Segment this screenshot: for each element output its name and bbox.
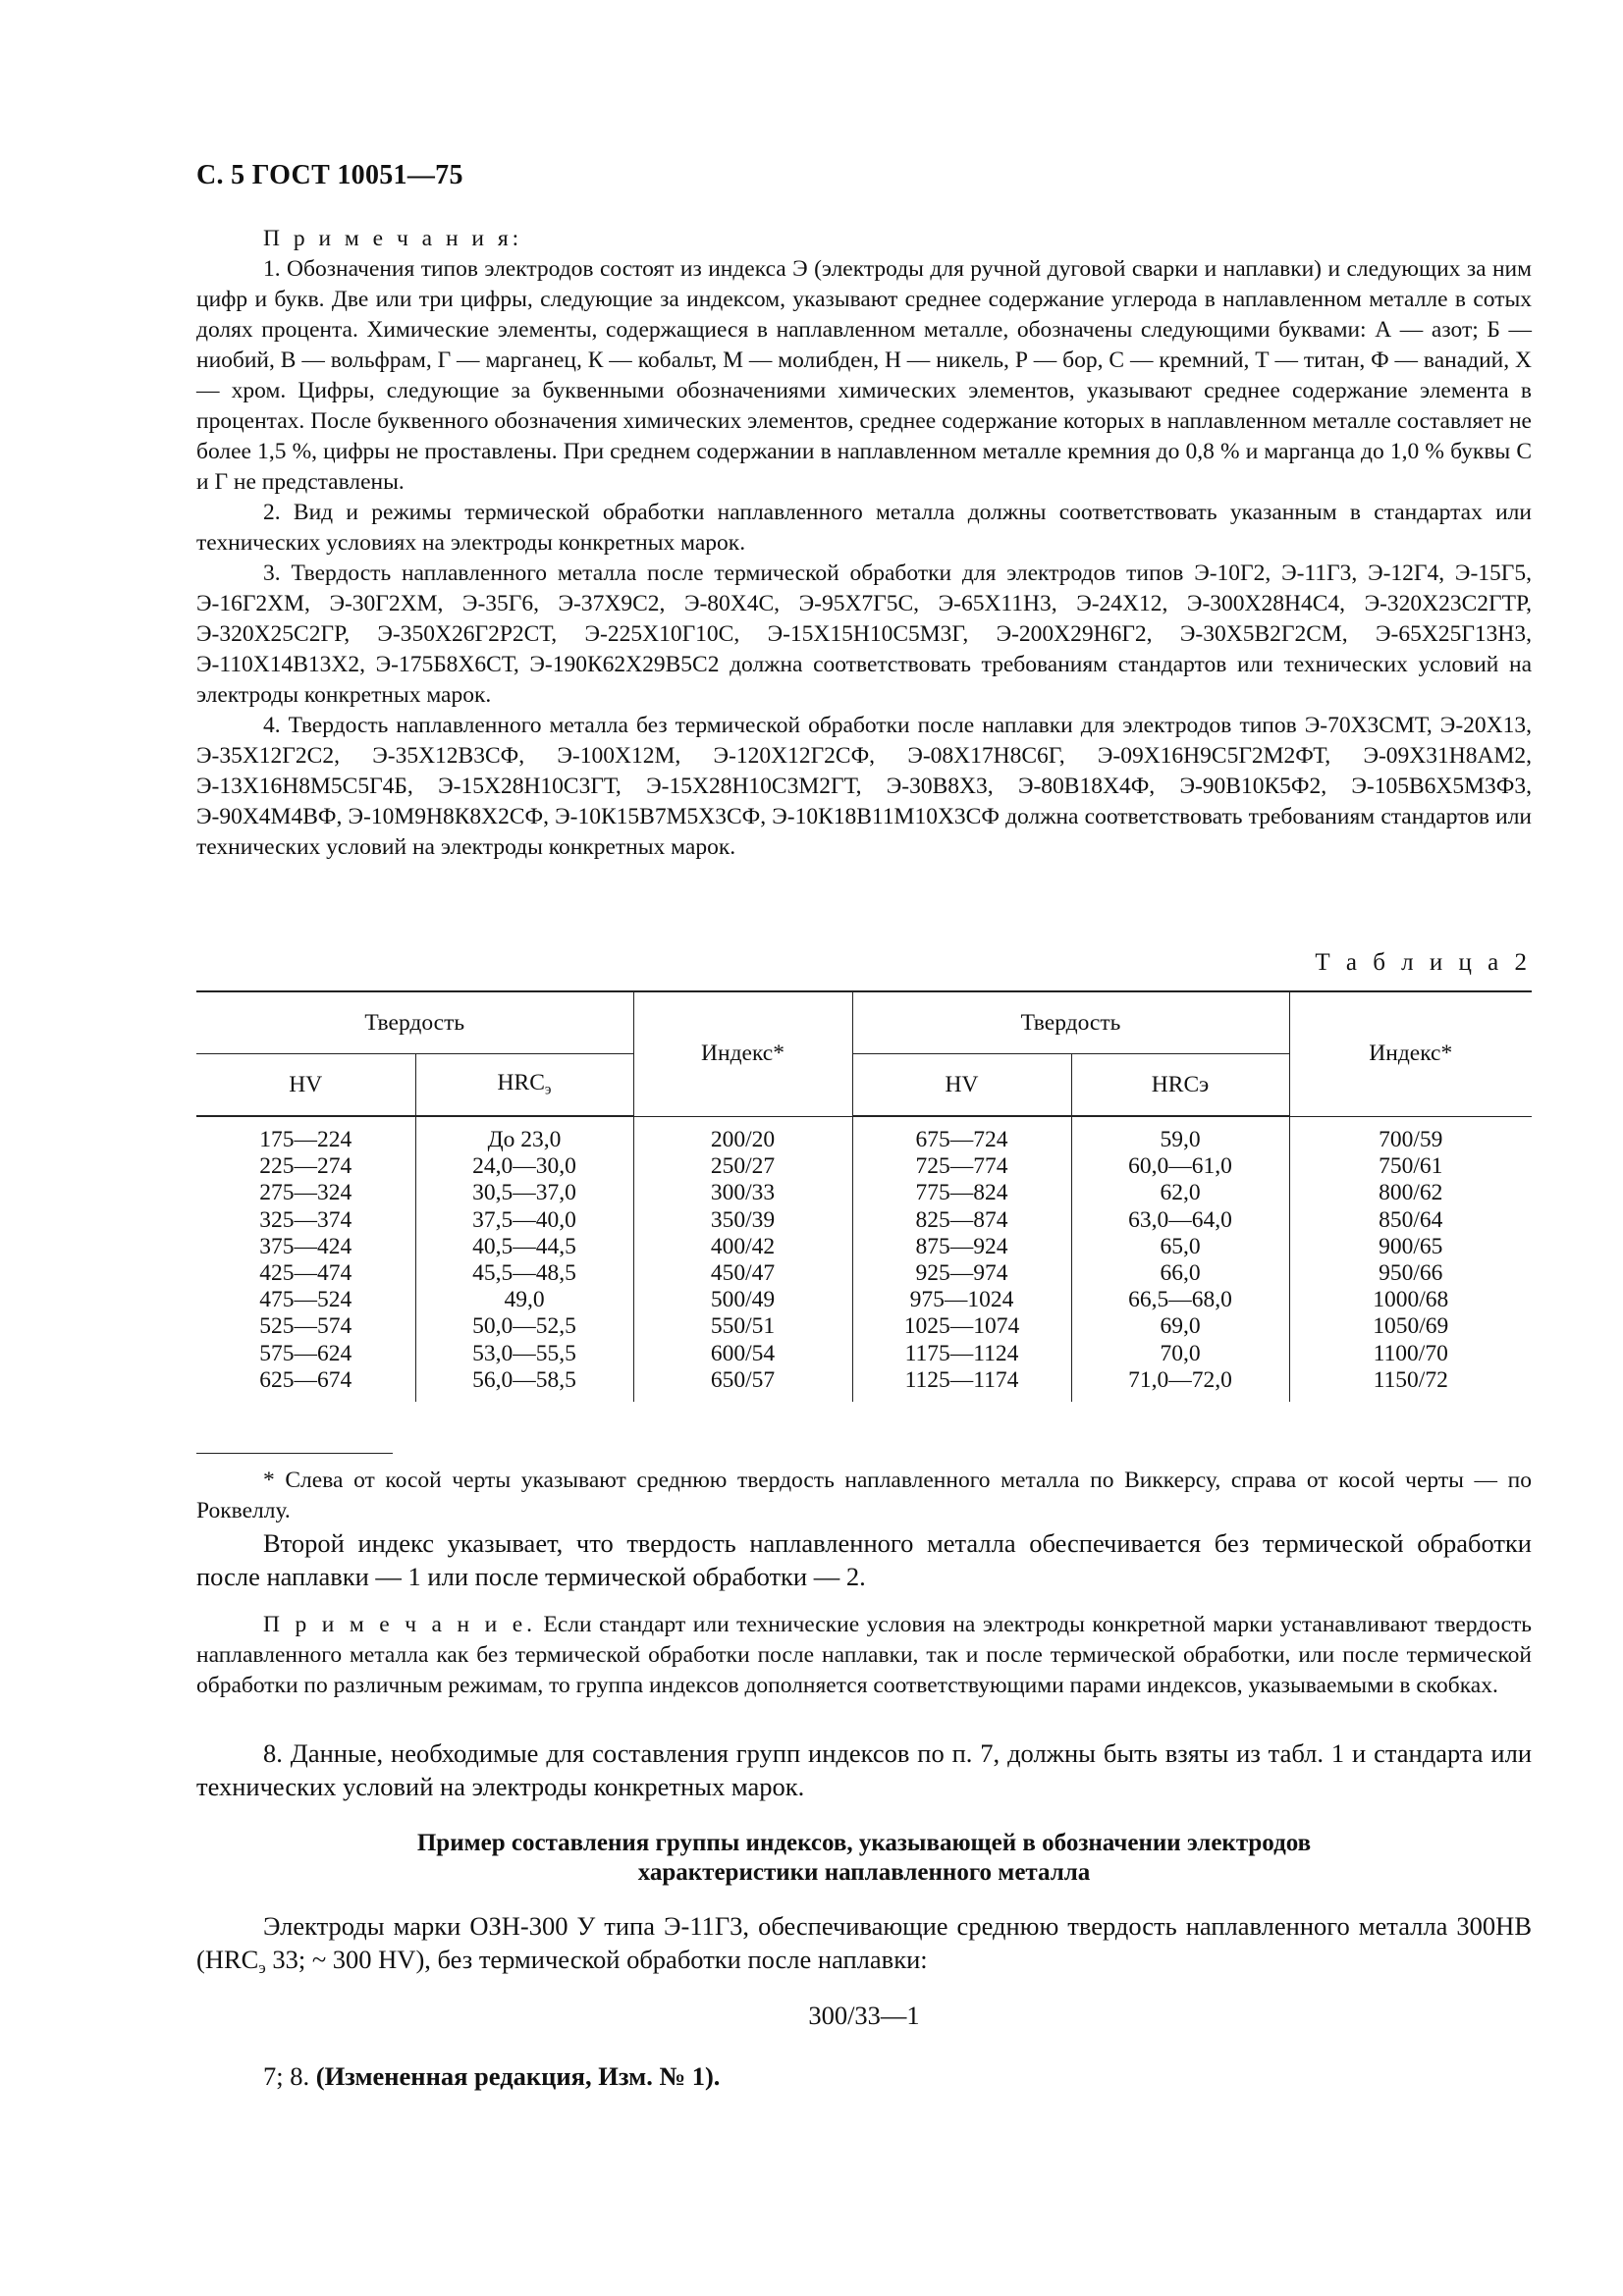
table-cell: 400/42 bbox=[633, 1234, 852, 1260]
table-cell: 1025—1074 bbox=[852, 1313, 1071, 1340]
table-cell: 325—374 bbox=[259, 1206, 352, 1233]
table-cell: 62,0 bbox=[1071, 1180, 1289, 1206]
table-cell: 60,0—61,0 bbox=[1071, 1153, 1289, 1180]
footnote-rule bbox=[196, 1453, 393, 1454]
table-cell: 475—524 bbox=[259, 1287, 352, 1313]
example-text-a: Электроды марки ОЗН-300 У типа Э-11Г3, обеспечивающие среднюю твердость наплавленного металла 300НВ (HRC bbox=[196, 1911, 1532, 1974]
table-cell: 53,0—55,5 bbox=[415, 1341, 633, 1367]
note-single-text: Если стандарт или технические условия на электроды конкретной марки устанавливают твердость наплавленного металла как без термической обработки после наплавки, так и после термической обработки, или после термической обработки по различным режимам, то группа индексов дополняется соответствующими парами индексов, указываемыми в скобках. bbox=[196, 1612, 1533, 1698]
table-cell: 63,0—64,0 bbox=[1071, 1207, 1289, 1234]
table-cell: 1000/68 bbox=[1289, 1287, 1532, 1313]
item-8 bbox=[196, 1736, 1532, 1803]
table-row bbox=[196, 1367, 1532, 1402]
amendment-text: (Измененная редакция, Изм. № 1). bbox=[315, 2061, 721, 2091]
table-cell: 350/39 bbox=[633, 1207, 852, 1234]
hardness-group-header-left: Твердость bbox=[196, 991, 633, 1054]
amendment-prefix: 7; 8. bbox=[263, 2061, 316, 2091]
table-cell: 750/61 bbox=[1289, 1153, 1532, 1180]
table-cell: 49,0 bbox=[415, 1287, 633, 1313]
table-cell: 700/59 bbox=[1289, 1116, 1532, 1153]
note-1: 1. Обозначения типов электродов состоят из индекса Э (электроды для ручной дуговой сварки и наплавки) и следующих за ним цифр и букв. Две или три цифры, следующие за индексом, указывают среднее содержание углерода в наплавленном металле в сотых долях процента. Химические элементы, содержащиеся в наплавленном металле, обозначены следующими буквами: А — азот; Б — ниобий, В — вольфрам, Г — марганец, К — кобальт, М — молибден, Н — никель, Р — бор, С — кремний, Т — титан, Ф — ванадий, Х — хром. Цифры, следующие за буквенными обозначениями химических элементов, указывают среднее содержание элемента в процентах. После буквенного обозначения химических элементов, среднее содержание которых в наплавленном металле составляет не более 1,5 %, цифры не проставлены. При среднем содержании в наплавленном металле кремния до 0,8 % и марганца до 1,0 % буквы С и Г не представлены. bbox=[196, 256, 1532, 495]
table-cell: 70,0 bbox=[1071, 1341, 1289, 1367]
table-row bbox=[196, 1313, 1532, 1340]
table-cell: 575—624 bbox=[259, 1340, 352, 1366]
table-cell: 59,0 bbox=[1071, 1116, 1289, 1153]
table-cell: 900/65 bbox=[1289, 1234, 1532, 1260]
table-cell: 45,5—48,5 bbox=[415, 1260, 633, 1287]
table-row bbox=[196, 1234, 1532, 1260]
table-cell: 925—974 bbox=[852, 1260, 1071, 1287]
table-cell: 525—574 bbox=[259, 1313, 352, 1340]
table-cell: 1050/69 bbox=[1289, 1313, 1532, 1340]
table-cell: 225—274 bbox=[259, 1153, 352, 1180]
table-cell: 450/47 bbox=[633, 1260, 852, 1287]
table-cell: 950/66 bbox=[1289, 1260, 1532, 1287]
table-cell: 66,5—68,0 bbox=[1071, 1287, 1289, 1313]
table-cell: 275—324 bbox=[259, 1180, 352, 1206]
note-4: 4. Твердость наплавленного металла без термической обработки после наплавки для электродов типов Э-70Х3СМТ, Э-20Х13, Э-35Х12Г2С2, Э-35Х12В3СФ, Э-100Х12М, Э-120Х12Г2СФ, Э-08Х17Н8С6Г, Э-09Х16Н9С5Г2М2ФТ, Э-09Х31Н8АМ2, Э-13Х16Н8М5С5Г4Б, Э-15Х28Н10С3ГТ, Э-15Х28Н10С3М2ГТ, Э-30В8Х3, Э-80В18Х4Ф, Э-90В10К5Ф2, Э-105В6Х5М3Ф3, Э-90Х4М4ВФ, Э-10М9Н8К8Х2СФ, Э-10К15В7М5Х3СФ, Э-10К18В11М10Х3СФ должна соответствовать требованиям стандартов или технических условий на электроды конкретных марок. bbox=[196, 713, 1532, 860]
table-cell: 600/54 bbox=[633, 1341, 852, 1367]
table-cell: 175—224 bbox=[259, 1127, 352, 1152]
table-footnote bbox=[196, 1466, 1532, 1526]
table-caption: Т а б л и ц а 2 bbox=[1315, 949, 1532, 976]
index-header-left: Индекс* bbox=[633, 991, 852, 1116]
table-cell: 500/49 bbox=[633, 1287, 852, 1313]
table-cell: 775—824 bbox=[852, 1180, 1071, 1206]
table-cell: 1150/72 bbox=[1289, 1367, 1532, 1402]
table-cell: 800/62 bbox=[1289, 1180, 1532, 1206]
second-index-text: Второй индекс указывает, что твердость наплавленного металла обеспечивается без термической обработки после наплавки — 1 или после термической обработки — 2. bbox=[196, 1528, 1532, 1591]
example-heading-line2: характеристики наплавленного металла bbox=[637, 1859, 1091, 1886]
table-row bbox=[196, 1260, 1532, 1287]
note-2: 2. Вид и режимы термической обработки наплавленного металла должны соответствовать указанным в стандартах или технических условиях на электроды конкретных марок. bbox=[196, 500, 1532, 556]
example-paragraph bbox=[196, 1909, 1532, 1985]
amendment-line bbox=[263, 2061, 720, 2092]
table-row bbox=[196, 1180, 1532, 1206]
example-formula: 300/33—1 bbox=[808, 2001, 920, 2030]
table-cell: 850/64 bbox=[1289, 1207, 1532, 1234]
table-cell: 65,0 bbox=[1071, 1234, 1289, 1260]
table-cell: 37,5—40,0 bbox=[415, 1207, 633, 1234]
example-text-b: 33; ~ 300 HV), без термической обработки после наплавки: bbox=[265, 1945, 928, 1974]
table-cell: 30,5—37,0 bbox=[415, 1180, 633, 1206]
index-header-right: Индекс* bbox=[1289, 991, 1532, 1116]
table-cell: 24,0—30,0 bbox=[415, 1153, 633, 1180]
table-row bbox=[196, 1116, 1532, 1153]
hv-header-right: HV bbox=[852, 1054, 1071, 1117]
hv-header-left: HV bbox=[196, 1054, 415, 1117]
table-cell: 69,0 bbox=[1071, 1313, 1289, 1340]
table-cell: 650/57 bbox=[633, 1367, 852, 1402]
table-cell: 975—1024 bbox=[852, 1287, 1071, 1313]
table-cell: 550/51 bbox=[633, 1313, 852, 1340]
table-cell: 875—924 bbox=[852, 1234, 1071, 1260]
table-cell: 50,0—52,5 bbox=[415, 1313, 633, 1340]
footnote-text: * Слева от косой черты указывают среднюю твердость наплавленного металла по Виккерсу, справа от косой черты — по Роквеллу. bbox=[196, 1468, 1532, 1523]
page-header: С. 5 ГОСТ 10051—75 bbox=[196, 160, 463, 190]
table-row bbox=[196, 1341, 1532, 1367]
table-cell: 40,5—44,5 bbox=[415, 1234, 633, 1260]
hrc-header-left: $HRC_э$ bbox=[415, 1054, 633, 1117]
hrc-header-right: HRCэ bbox=[1071, 1054, 1289, 1117]
table-cell: 71,0—72,0 bbox=[1071, 1367, 1289, 1402]
second-index-paragraph bbox=[196, 1526, 1532, 1593]
example-heading bbox=[196, 1829, 1532, 1888]
table-cell: 675—724 bbox=[852, 1116, 1071, 1153]
table-cell: 56,0—58,5 bbox=[415, 1367, 633, 1402]
table-cell: 250/27 bbox=[633, 1153, 852, 1180]
hardness-group-header-right: Твердость bbox=[852, 991, 1289, 1054]
table-cell: 66,0 bbox=[1071, 1260, 1289, 1287]
table-cell: 1100/70 bbox=[1289, 1341, 1532, 1367]
hardness-table bbox=[196, 990, 1532, 1402]
example-heading-line1: Пример составления группы индексов, указывающей в обозначении электродов bbox=[416, 1830, 1312, 1856]
table-cell: 375—424 bbox=[259, 1233, 352, 1259]
table-cell: 725—774 bbox=[852, 1153, 1071, 1180]
table-cell: До 23,0 bbox=[415, 1116, 633, 1153]
table-cell: 625—674 bbox=[259, 1366, 352, 1393]
example-text-sub: э bbox=[258, 1958, 266, 1978]
note-single bbox=[196, 1610, 1532, 1701]
item-8-text: 8. Данные, необходимые для составления групп индексов по п. 7, должны быть взяты из табл. 1 и стандарта или технических условий на электроды конкретных марок. bbox=[196, 1738, 1532, 1801]
table-cell: 1175—1124 bbox=[852, 1341, 1071, 1367]
notes-block bbox=[196, 224, 1532, 863]
note-3: 3. Твердость наплавленного металла после термической обработки для электродов типов Э-10Г2, Э-11Г3, Э-12Г4, Э-15Г5, Э-16Г2ХМ, Э-30Г2ХМ, Э-35Г6, Э-37Х9С2, Э-80Х4С, Э-95Х7Г5С, Э-65Х11Н3, Э-24Х12, Э-300Х28Н4С4, Э-320Х23С2ГТР, Э-320Х25С2ГР, Э-350Х26Г2Р2СТ, Э-225Х10Г10С, Э-15Х15Н10С5М3Г, Э-200Х29Н6Г2, Э-30Х5В2Г2СМ, Э-65Х25Г13Н3, Э-110Х14В13Х2, Э-175Б8Х6СТ, Э-190К62Х29В5С2 должна соответствовать требованиям стандартов или технических условий на электроды конкретных марок. bbox=[196, 561, 1532, 708]
table-cell: 1125—1174 bbox=[852, 1367, 1071, 1402]
table-cell: 425—474 bbox=[259, 1260, 352, 1287]
table-row bbox=[196, 1153, 1532, 1180]
table-cell: 825—874 bbox=[852, 1207, 1071, 1234]
notes-heading: П р и м е ч а н и я: bbox=[263, 226, 523, 251]
note-single-label: П р и м е ч а н и е. bbox=[263, 1612, 537, 1637]
table-cell: 300/33 bbox=[633, 1180, 852, 1206]
table-row bbox=[196, 1207, 1532, 1234]
table-cell: 200/20 bbox=[633, 1116, 852, 1153]
table-row bbox=[196, 1287, 1532, 1313]
